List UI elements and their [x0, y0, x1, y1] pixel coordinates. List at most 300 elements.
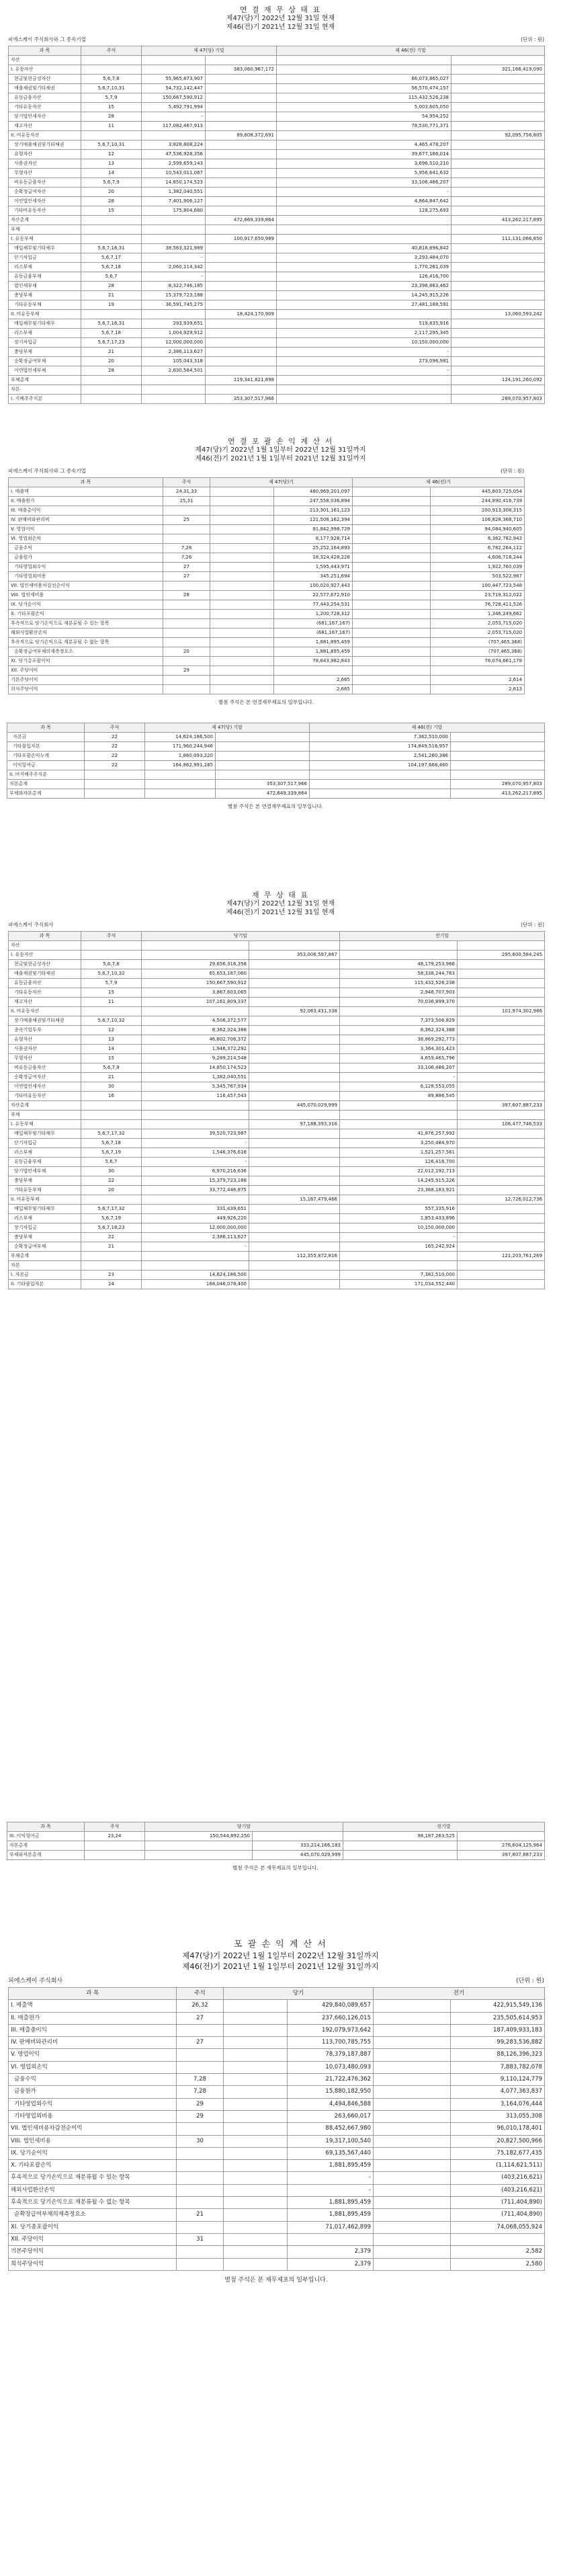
column-header: 전기 — [374, 1988, 545, 2000]
table-row — [9, 1252, 545, 1261]
note-ref — [177, 2160, 224, 2172]
account-name: II. 비유동부채 — [9, 310, 81, 319]
note-ref: 28 — [163, 591, 210, 600]
amount-cell — [353, 497, 431, 506]
amount-cell — [145, 1841, 253, 1851]
amount-cell: 2,053,715,020 — [431, 629, 525, 638]
note-ref — [163, 534, 210, 544]
account-name: 종속기업투자 — [9, 1026, 81, 1035]
table-row — [9, 657, 525, 666]
amount-cell: 2,665 — [274, 676, 353, 685]
amount-cell — [451, 244, 545, 253]
amount-cell — [353, 676, 431, 685]
amount-cell: 164,862,991,285 — [145, 761, 216, 770]
amount-cell: 2,060,114,342 — [142, 263, 206, 272]
account-name: 순확정급여자산 — [9, 188, 81, 197]
note-ref — [163, 676, 210, 685]
column-header: 과 목 — [7, 1822, 85, 1832]
amount-cell — [451, 188, 545, 197]
amount-cell — [374, 2172, 451, 2184]
amount-cell — [374, 2258, 451, 2270]
table-row — [9, 1111, 545, 1120]
amount-cell — [451, 329, 545, 338]
amount-cell: 8,362,324,388 — [142, 1026, 249, 1035]
account-name: 금융수익 — [9, 544, 163, 553]
amount-cell: 107,161,809,337 — [142, 998, 249, 1007]
table-row — [9, 1233, 545, 1242]
amount-cell: 3,250,484,970 — [340, 1139, 458, 1148]
table-row — [9, 2246, 545, 2258]
note-ref — [81, 1195, 142, 1205]
table-row — [9, 1271, 545, 1280]
note-ref: 29 — [177, 2110, 224, 2122]
amount-cell — [353, 544, 431, 553]
table-row — [9, 253, 545, 263]
company-name: 피에스케이 주식회사와 그 종속기업 — [8, 468, 86, 474]
amount-cell — [277, 376, 451, 385]
amount-cell — [353, 534, 431, 544]
table-row — [9, 1148, 545, 1158]
amount-cell — [206, 319, 277, 329]
financial-table — [8, 1987, 545, 2271]
company-name: 피에스케이 주식회사 — [8, 1978, 63, 1984]
amount-cell: 237,660,126,015 — [288, 2012, 374, 2024]
amount-cell: 96,010,178,401 — [451, 2123, 545, 2135]
note-ref: 5,6,7 — [81, 272, 142, 282]
note-ref — [163, 657, 210, 666]
section-title: 포 괄 손 익 계 산 서 — [234, 1939, 327, 1949]
amount-cell: - — [288, 2172, 374, 2184]
amount-cell: 9,110,124,779 — [451, 2074, 545, 2086]
account-name: II. 매출원가 — [9, 2012, 177, 2024]
amount-cell: 4,465,478,207 — [277, 140, 451, 150]
account-name: 매출채권및기타채권 — [9, 969, 81, 979]
amount-cell: 12,000,000,000 — [142, 1223, 249, 1233]
note-ref: 7,26 — [163, 544, 210, 553]
amount-cell — [224, 2074, 288, 2086]
account-name: I. 자본금 — [9, 1271, 81, 1280]
account-name: 순확정급여부채 — [9, 357, 81, 366]
amount-cell: 1,881,895,459 — [288, 2160, 374, 2172]
amount-cell: 5,003,605,050 — [277, 103, 451, 112]
table-row — [9, 1176, 545, 1186]
account-name: 순확정급여부채의재측정요소 — [9, 2209, 177, 2221]
amount-cell — [340, 1195, 458, 1205]
note-ref: 5,7,9 — [81, 93, 142, 103]
table-row — [9, 666, 525, 676]
table-row — [9, 2258, 545, 2270]
table-row — [9, 2012, 545, 2024]
amount-cell — [458, 1054, 545, 1063]
amount-cell — [374, 2024, 451, 2036]
amount-cell: 99,283,536,882 — [451, 2037, 545, 2049]
amount-cell: 75,182,677,435 — [451, 2147, 545, 2159]
amount-cell: 78,530,771,371 — [277, 122, 451, 131]
account-name: 사용권자산 — [9, 1045, 81, 1054]
note-ref: 30 — [81, 1082, 142, 1092]
account-name: 리스부채 — [9, 329, 81, 338]
financial-table — [8, 477, 525, 694]
unit-label: (단위 : 원) — [516, 1978, 544, 1984]
note-ref: 30 — [177, 2135, 224, 2147]
table-row — [9, 534, 525, 544]
section-title: 재 무 상 태 표 — [251, 891, 310, 899]
amount-cell — [353, 600, 431, 610]
amount-cell: 1,382,040,551 — [142, 188, 206, 197]
period-current: 제47(당)기 2022년 12월 31일 현재 — [226, 15, 335, 22]
amount-cell: 6,128,553,055 — [340, 1082, 458, 1092]
column-header: 제 46(전) 기말 — [277, 46, 545, 56]
amount-cell — [343, 1841, 458, 1851]
note-ref: 5,6,7,10,32 — [81, 1016, 142, 1026]
amount-cell — [451, 357, 545, 366]
amount-cell — [451, 761, 545, 770]
account-name: 이연법인세부채 — [9, 366, 81, 376]
amount-cell: 126,416,700 — [277, 272, 451, 282]
amount-cell — [458, 1158, 545, 1167]
amount-cell: 276,604,125,964 — [458, 1841, 545, 1851]
amount-cell — [210, 591, 274, 600]
period-current: 제47(당)기 2022년 1월 1일부터 2022년 12월 31일까지 — [182, 1951, 379, 1960]
amount-cell — [310, 780, 451, 789]
amount-cell — [224, 2209, 288, 2221]
note-ref: 28 — [81, 112, 142, 122]
amount-cell: 383,060,967,172 — [206, 65, 277, 75]
note-ref: 15 — [81, 988, 142, 998]
amount-cell: 1,595,443,971 — [274, 563, 353, 572]
note-ref — [85, 780, 145, 789]
table-row — [9, 1186, 545, 1195]
account-name: 당기법인세자산 — [9, 112, 81, 122]
amount-cell — [249, 1073, 340, 1082]
note-ref — [81, 65, 142, 75]
amount-cell — [458, 960, 545, 969]
amount-cell — [374, 2184, 451, 2196]
account-name: 해외사업환산손익 — [9, 629, 163, 638]
account-name: 기타영업외비용 — [9, 2110, 177, 2122]
table-row — [9, 2049, 545, 2061]
amount-cell — [458, 1832, 545, 1841]
table-row — [9, 159, 545, 169]
amount-cell: 112,355,872,816 — [249, 1252, 340, 1261]
account-name: III. 매출총이익 — [9, 2024, 177, 2036]
note-ref: 25 — [163, 516, 210, 525]
amount-cell — [458, 1082, 545, 1092]
table-row — [9, 1129, 545, 1139]
account-name: X. 기타포괄손익 — [9, 2160, 177, 2172]
account-name: 기타포괄손익누계 — [7, 752, 85, 761]
table-row — [9, 291, 545, 300]
period-current: 제47(당)기 2022년 1월 1일부터 2022년 12월 31일까지 — [195, 446, 366, 454]
amount-cell — [206, 159, 277, 169]
amount-cell: 92,063,431,338 — [249, 1007, 340, 1016]
table-row — [9, 178, 545, 188]
amount-cell: (403,216,621) — [451, 2184, 545, 2196]
amount-cell: 321,166,419,090 — [451, 65, 545, 75]
note-ref — [81, 1120, 142, 1129]
amount-cell — [142, 941, 249, 951]
amount-cell — [374, 2098, 451, 2110]
amount-cell — [458, 1129, 545, 1139]
table-row — [9, 140, 545, 150]
account-name: 장기매출채권및기타채권 — [9, 1016, 81, 1026]
amount-cell — [353, 581, 431, 591]
amount-cell — [340, 1261, 458, 1271]
amount-cell — [353, 553, 431, 563]
account-name: 이연법인세자산 — [9, 197, 81, 206]
note-ref: 19 — [81, 300, 142, 310]
table-row — [9, 497, 525, 506]
amount-cell — [374, 2086, 451, 2098]
amount-cell — [353, 610, 431, 619]
amount-cell: 78,643,982,843 — [274, 657, 353, 666]
amount-cell: 6,782,264,112 — [431, 544, 525, 553]
note-ref: 21 — [81, 1242, 142, 1252]
amount-cell — [451, 282, 545, 291]
amount-cell — [458, 1233, 545, 1242]
note-ref: 20 — [81, 1186, 142, 1195]
note-ref — [85, 1841, 145, 1851]
amount-cell: 19,317,100,540 — [288, 2135, 374, 2147]
amount-cell — [343, 1851, 458, 1860]
table-row — [9, 2110, 545, 2122]
amount-cell: 192,079,973,642 — [288, 2024, 374, 2036]
amount-cell — [206, 291, 277, 300]
table-row — [9, 998, 545, 1007]
amount-cell: 121,203,761,269 — [458, 1252, 545, 1261]
amount-cell — [249, 1148, 340, 1158]
amount-cell: 91,842,998,729 — [274, 525, 353, 534]
note-ref: 5,6,7,19 — [81, 1214, 142, 1223]
amount-cell — [249, 979, 340, 988]
amount-cell — [458, 1073, 545, 1082]
amount-cell: 4,659,465,796 — [340, 1054, 458, 1063]
amount-cell — [458, 1111, 545, 1120]
table-row — [9, 563, 525, 572]
amount-cell: 88,126,396,323 — [451, 2049, 545, 2061]
consolidated-equity-continuation — [0, 723, 561, 810]
table-row — [9, 1035, 545, 1045]
amount-cell: 15,379,723,188 — [142, 1176, 249, 1186]
table-header-row — [9, 46, 545, 56]
amount-cell — [142, 1195, 249, 1205]
account-name: 희석주당이익 — [9, 685, 163, 694]
amount-cell: 4,077,363,837 — [451, 2086, 545, 2098]
note-ref — [177, 2061, 224, 2073]
account-name: I. 지배주주지분 — [9, 395, 81, 404]
note-ref — [85, 770, 145, 780]
amount-cell — [340, 1111, 458, 1120]
note-ref: 14 — [81, 169, 142, 178]
amount-cell — [206, 300, 277, 310]
amount-cell: 2,614 — [431, 676, 525, 685]
amount-cell: 289,070,957,803 — [451, 780, 545, 789]
amount-cell: 1,546,376,618 — [142, 1148, 249, 1158]
amount-cell: 4,506,372,577 — [142, 1016, 249, 1026]
amount-cell: 3,364,301,423 — [340, 1045, 458, 1054]
note-ref — [81, 951, 142, 960]
amount-cell: 70,036,899,370 — [340, 998, 458, 1007]
amount-cell — [210, 638, 274, 647]
note-ref: 24,31,33 — [163, 487, 210, 497]
amount-cell — [224, 2197, 288, 2209]
account-name: 자산총계 — [9, 216, 81, 225]
table-row — [9, 348, 545, 357]
note-ref — [81, 376, 142, 385]
account-name: VI. 영업외손익 — [9, 2061, 177, 2073]
account-name: 순확정급여부채의재측정요소 — [9, 647, 163, 657]
account-name: 부채총계 — [9, 376, 81, 385]
financial-table — [8, 931, 545, 1289]
amount-cell — [374, 2110, 451, 2122]
column-header: 당기말 — [145, 1822, 343, 1832]
amount-cell: 66,073,865,027 — [277, 75, 451, 84]
amount-cell: 39,677,166,014 — [277, 150, 451, 159]
amount-cell — [224, 2037, 288, 2049]
amount-cell — [451, 159, 545, 169]
account-name: 리스부채 — [9, 263, 81, 272]
note-ref — [177, 2221, 224, 2233]
amount-cell: 2,613 — [431, 685, 525, 694]
account-name: 기타유동자산 — [9, 103, 81, 112]
amount-cell: 8,177,928,714 — [274, 534, 353, 544]
amount-cell: 78,379,187,887 — [288, 2049, 374, 2061]
amount-cell: 115,432,526,238 — [277, 93, 451, 103]
account-name: 현금및현금성자산 — [9, 75, 81, 84]
note-ref — [177, 2049, 224, 2061]
note-ref: 5,6,7,10,32 — [81, 969, 142, 979]
amount-cell — [206, 206, 277, 216]
account-name: 자산총계 — [9, 1101, 81, 1111]
amount-cell: 27,481,188,591 — [277, 300, 451, 310]
account-name: XII. 주당이익 — [9, 666, 163, 676]
account-name: I. 유동부채 — [9, 1120, 81, 1129]
account-name: II. 비지배주주지분 — [7, 770, 85, 780]
amount-cell: 89,886,545 — [340, 1092, 458, 1101]
amount-cell — [145, 789, 216, 799]
amount-cell — [451, 338, 545, 348]
amount-cell: 150,667,590,912 — [142, 93, 206, 103]
table-row — [7, 1841, 545, 1851]
amount-cell — [458, 1035, 545, 1045]
account-name: 자본총계 — [7, 780, 85, 789]
account-name: 금융원가 — [9, 2086, 177, 2098]
amount-cell — [374, 2221, 451, 2233]
account-name: XI. 당기총포괄이익 — [9, 657, 163, 666]
table-row — [9, 685, 525, 694]
account-name: 부채총계 — [9, 1252, 81, 1261]
amount-cell — [249, 1054, 340, 1063]
table-row — [9, 244, 545, 253]
amount-cell: 353,307,517,966 — [206, 395, 277, 404]
amount-cell: 47,536,928,356 — [142, 150, 206, 159]
amount-cell: 33,106,486,207 — [340, 1063, 458, 1073]
amount-cell — [142, 1252, 249, 1261]
table-row — [9, 376, 545, 385]
account-name: III. 이익잉여금 — [7, 1832, 85, 1841]
amount-cell — [224, 2160, 288, 2172]
amount-cell: 33,772,446,875 — [142, 1186, 249, 1195]
note-ref: 31 — [177, 2233, 224, 2245]
table-row — [9, 979, 545, 988]
note-ref — [163, 629, 210, 638]
amount-cell: 54,954,252 — [277, 112, 451, 122]
note-ref — [81, 941, 142, 951]
amount-cell — [249, 1242, 340, 1252]
amount-cell: 36,591,745,275 — [142, 300, 206, 310]
amount-cell: - — [288, 2184, 374, 2196]
account-name: 자본 — [9, 385, 81, 395]
amount-cell: 78,074,661,178 — [431, 657, 525, 666]
amount-cell: 3,828,808,224 — [142, 140, 206, 150]
column-header: 전기말 — [340, 932, 545, 941]
amount-cell: 22,577,672,910 — [274, 591, 353, 600]
note-ref: 23 — [81, 1271, 142, 1280]
amount-cell — [206, 272, 277, 282]
amount-cell: 113,700,785,755 — [288, 2037, 374, 2049]
table-row — [9, 2037, 545, 2049]
table-row — [9, 1092, 545, 1101]
note-ref — [81, 1261, 142, 1271]
account-name: 유동금융자산 — [9, 93, 81, 103]
amount-cell: 2,580 — [451, 2258, 545, 2270]
account-name: 매출채권및기타채권 — [9, 84, 81, 93]
amount-cell — [374, 2233, 451, 2245]
amount-cell: 213,301,161,123 — [274, 506, 353, 516]
amount-cell: 116,457,543 — [142, 1092, 249, 1101]
amount-cell — [374, 2209, 451, 2221]
table-row — [9, 300, 545, 310]
table-row — [9, 2221, 545, 2233]
amount-cell — [458, 979, 545, 988]
amount-cell — [253, 1832, 343, 1841]
amount-cell — [210, 506, 274, 516]
amount-cell — [210, 487, 274, 497]
amount-cell: 1,881,895,459 — [288, 2197, 374, 2209]
table-row — [9, 629, 525, 638]
amount-cell — [142, 225, 206, 235]
amount-cell: 5,345,767,934 — [142, 1082, 249, 1092]
amount-cell: - — [142, 272, 206, 282]
unit-label: (단위 : 원) — [501, 468, 524, 474]
amount-cell: 10,073,480,093 — [288, 2061, 374, 2073]
note-ref: 20 — [163, 647, 210, 657]
amount-cell: 449,926,220 — [142, 1214, 249, 1223]
unit-label: (단위 : 원) — [521, 922, 544, 928]
table-row — [9, 169, 545, 178]
footnote: 별첨 주석은 본 연결재무제표의 일부입니다. — [218, 699, 314, 705]
amount-cell: - — [142, 1242, 249, 1252]
amount-cell: 111,131,066,850 — [451, 235, 545, 244]
table-row — [9, 206, 545, 216]
table-row — [9, 553, 525, 563]
amount-cell — [210, 629, 274, 638]
amount-cell — [277, 216, 451, 225]
note-ref — [81, 235, 142, 244]
account-name: 후속적으로 당기손익으로 재분류될 수 있는 항목 — [9, 2172, 177, 2184]
amount-cell — [451, 93, 545, 103]
amount-cell: 46,802,706,372 — [142, 1035, 249, 1045]
column-header: 과 목 — [9, 1988, 177, 2000]
table-row — [9, 487, 525, 497]
amount-cell: 331,439,651 — [142, 1205, 249, 1214]
amount-cell — [451, 263, 545, 272]
amount-cell — [451, 122, 545, 131]
account-name: 기타불입자본 — [7, 742, 85, 752]
amount-cell: 101,974,302,986 — [458, 1007, 545, 1016]
note-ref: 13 — [81, 159, 142, 169]
amount-cell — [249, 1205, 340, 1214]
